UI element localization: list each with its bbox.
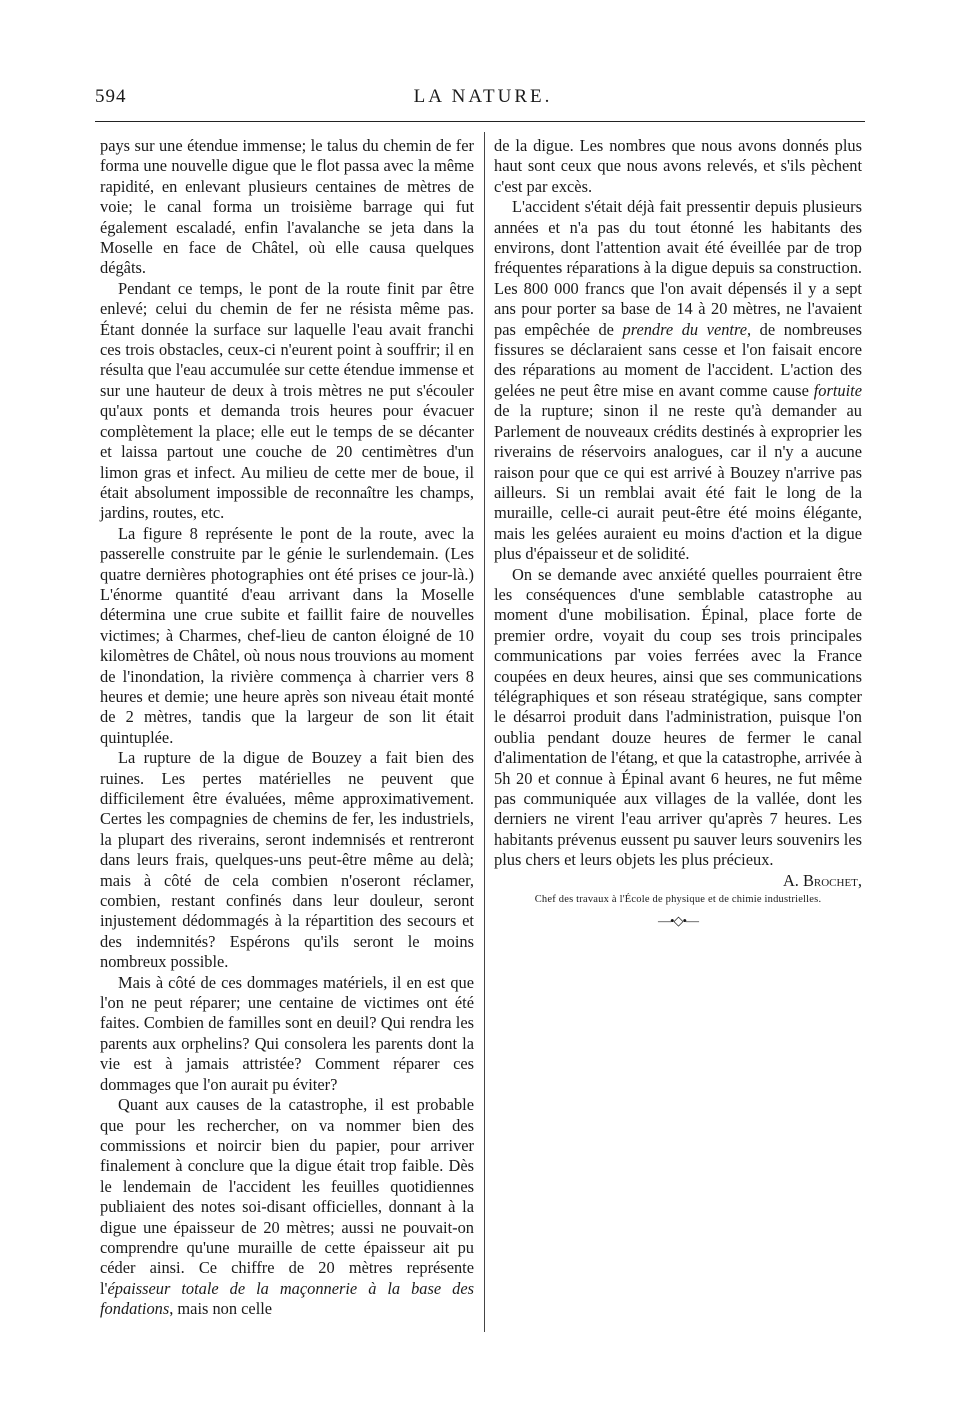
author-name: A. Brochet, xyxy=(782,870,862,890)
page-number: 594 xyxy=(95,86,127,107)
italic-run: prendre du ventre xyxy=(622,319,748,339)
header-rule xyxy=(95,121,865,122)
end-ornament: —•◇•— xyxy=(657,913,699,929)
column-divider xyxy=(484,132,485,1332)
text-run: Quant aux causes de la catastrophe, il est probable que pour les rechercher, on va nommer bien des commissions et noircir bien du papier, pour arriver finalement à conclure que la digue était trop faible. Dès le lendemain de l'accident les feuilles quotidiennes publiaient des notes soi-disant officielles, donnant à la digue une épaisseur de 20 mètres; aussi ne pouvait-on comprendre qu'une muraille de cette épaisseur ait pu céder ainsi. Ce chiffre de 20 mètres représente l' xyxy=(100,1095,474,1298)
left-column xyxy=(100,136,474,1320)
paragraph: Mais à côté de ces dommages matériels, il en est que l'on ne peut réparer; une centaine de victimes ont été faites. Combien de familles sont en deuil? Qui rendra les parents aux orphelins? Qui consolera les parents dont la vie est à jamais attristée? Comment réparer ces dommages que l'on aurait pu éviter? xyxy=(100,972,474,1094)
paragraph: On se demande avec anxiété quelles pourraient être les conséquences d'une semblable catastrophe au moment d'une mobilisation. Épinal, place forte de premier ordre, voyait du coup ses trois principales communications par voies ferrées avec la France coupées en deux heures, ainsi que ses communications télégraphiques et son réseau stratégique, sans compter le désarroi produit dans l'administration, puisque l'on oublia pendant douze heures de fermer le canal d'alimentation de l'étang, et que la catastrophe, arrivée à 5h 20 et connue à Épinal avant 6 heures, ne fut même pas communiquée aux villages de la vallée, dont les derniers ne virent l'eau arriver qu'après 7 heures. Les habitants prévenus eussent pu sauver leurs souvenirs les plus chers et leurs objets les plus précieux. xyxy=(494,564,862,870)
italic-run: fortuite xyxy=(813,380,862,400)
paragraph: de la digue. Les nombres que nous avons donnés plus haut sont ceux que nous avons relevés, et s'ils pèchent c'est par excès. xyxy=(494,136,862,196)
right-column xyxy=(494,136,862,931)
paragraph: pays sur une étendue immense; le talus du chemin de fer forma une nouvelle digue que le flot passa avec la même rapidité, en enlevant plusieurs centaines de mètres de voie; le canal forma un troisième barrage qui fut également escaladé, enfin l'avalanche se jeta dans la Moselle en face de Châtel, où elle causa quelques dégâts. xyxy=(100,136,474,278)
author-signature xyxy=(494,871,862,891)
text-run: L'accident s'était déjà fait pressentir depuis plusieurs années et n'a pas du tout étonné les habitants des environs, dont l'attention avait été éveillée par de trop fréquentes réparations à la digue depuis sa construction. Les 800 000 francs que l'on avait dépensés il y a sept ans pour porter sa base de 14 à 20 mètres, ne l'avaient pas empêchée de xyxy=(494,197,862,339)
paragraph xyxy=(494,197,862,564)
author-affiliation: Chef des travaux à l'École de physique et de chimie industrielles. xyxy=(534,894,822,906)
running-title: LA NATURE. xyxy=(413,86,553,107)
paragraph: La rupture de la digue de Bouzey a fait bien des ruines. Les pertes matérielles ne peuvent que difficilement être évaluées, même approximativement. Certes les compagnies de chemins de fer, les industriels, la plupart des riverains, seront indemnisés et rentreront dans leurs frais, quelques-uns peut-être même au delà; mais à côté de cela combien n'oseront réclamer, combien, restant confinés dans leur douleur, seront injustement dédommagés à la répartition des secours et des indemnités? Espérons qu'ils seront le moins nombreux possible. xyxy=(100,748,474,972)
paragraph: La figure 8 représente le pont de la route, avec la passerelle construite par le génie le surlendemain. (Les quatre dernières photographies ont été prises ce jour-là.) L'énorme quantité d'eau arrivant dans la Moselle détermina une crue subite et faillit faire de nouvelles victimes; à Charmes, chef-lieu de canton éloigné de 10 kilomètres de Châtel, où nous nous trouvions au moment de l'inondation, la rivière commença à charrier vers 8 heures et demie; une heure après son niveau était monté de 2 mètres, tandis que la largeur de son lit était quintuplée. xyxy=(100,523,474,747)
paragraph: Pendant ce temps, le pont de la route finit par être enlevé; celui du chemin de fer ne résista même pas. Étant donnée la surface sur laquelle l'eau avait franchi ces trois obstacles, ceux-ci n'eurent point à souffrir; il en résulta que l'eau accumulée sur cette étendue immense et sur une hauteur de deux à trois mètres ne put s'écouler qu'aux ponts et demanda trois heures pour évacuer complètement la place; elle eut le temps de se décanter et laissa partout une couche de 20 centimètres d'un limon gras et infect. Au milieu de cette mer de boue, il était absolument impossible de reconnaître les champs, jardins, routes, etc. xyxy=(100,278,474,523)
paragraph xyxy=(100,1095,474,1319)
text-run: , de nombreuses fissures se déclaraient sans cesse et l'on faisait encore des réparations au moment de l'accident. L'action des gelées ne peut être mise en avant comme cause xyxy=(494,319,863,400)
text-run: de la rupture; sinon il ne reste qu'à demander au Parlement de nouveaux crédits destinés à exproprier les riverains de réservoirs analogues, car il n'y a aucune raison pour que ce qui est arrivé à Bouzey n'arrive pas ailleurs. Si un remblai avait été fait le long de la muraille, celle-ci aurait peut-être été moins élégante, mais les gelées auraient eu moins d'action et la digue plus d'épaisseur et de solidité. xyxy=(494,401,862,564)
italic-run: épaisseur totale de la maçonnerie à la base des fondations xyxy=(100,1278,474,1319)
text-run: , mais non celle xyxy=(169,1299,273,1319)
